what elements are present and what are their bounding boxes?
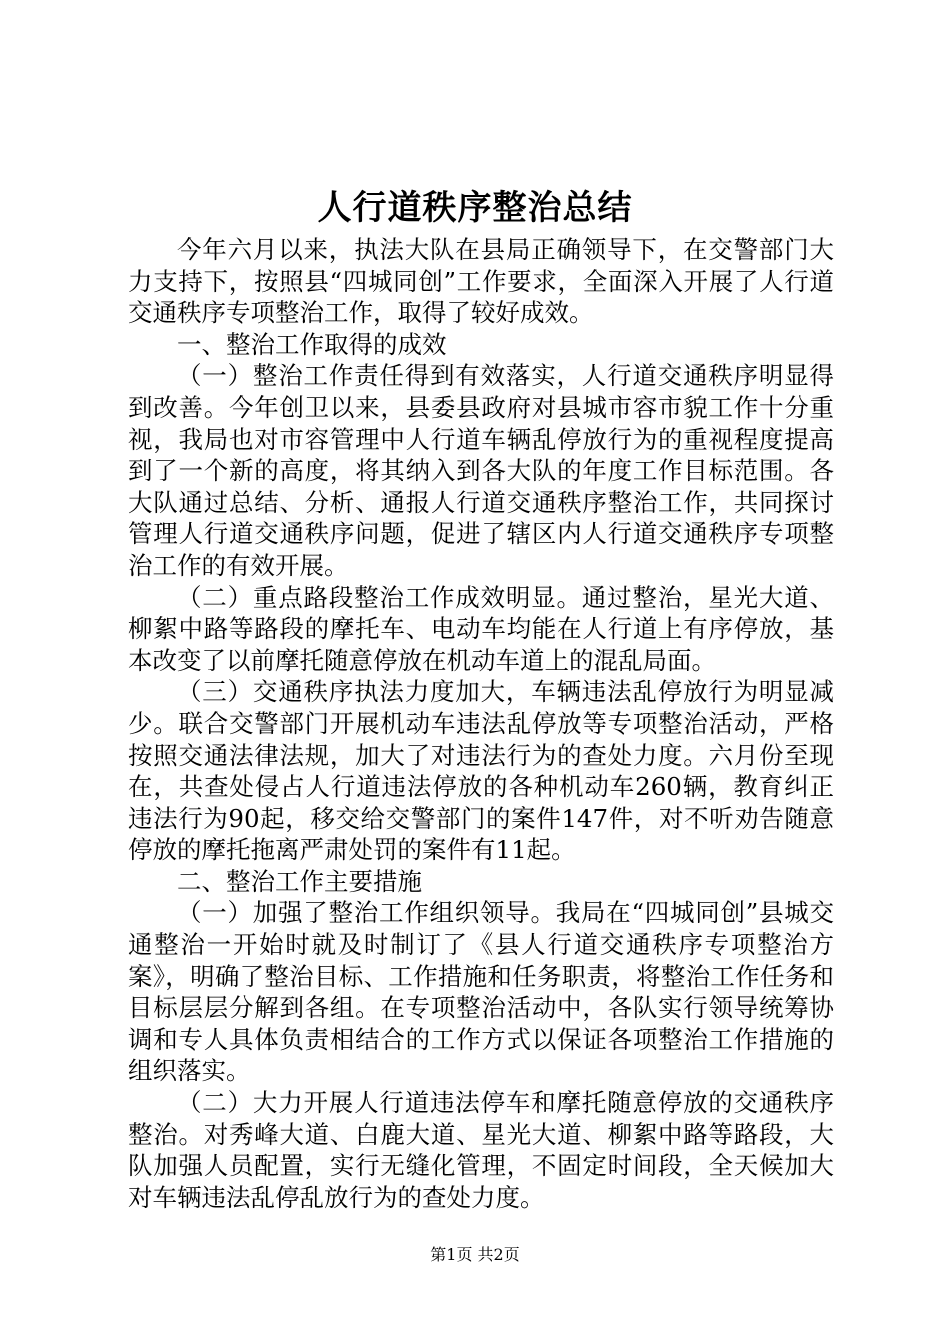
paragraph-1-3: （三）交通秩序执法力度加大，车辆违法乱停放行为明显减少。联合交警部门开展机动车违法乱停放等专项整治活动，严格按照交通法律法规，加大了对违法行为的查处力度。六月份至现在，共查处侵占人行道违法停放的各种机动车260辆，教育纠正违法行为90起，移交给交警部门的案件147件，对不听劝告随意停放的摩托拖离严肃处罚的案件有11起。 xyxy=(128,677,834,865)
paragraph-1-2: （二）重点路段整治工作成效明显。通过整治，星光大道、柳絮中路等路段的摩托车、电动车均能在人行道上有序停放，基本改变了以前摩托随意停放在机动车道上的混乱局面。 xyxy=(128,582,834,675)
section-heading-2: 二、整治工作主要措施 xyxy=(177,866,422,896)
page-footer: 第1页 共2页 xyxy=(430,1245,520,1264)
paragraph-intro: 今年六月以来，执法大队在县局正确领导下，在交警部门大力支持下，按照县“四城同创”工作要求，全面深入开展了人行道交通秩序专项整治工作，取得了较好成效。 xyxy=(128,235,834,328)
document-body xyxy=(128,234,834,1213)
section-heading-1: 一、整治工作取得的成效 xyxy=(177,329,447,359)
paragraph-2-1: （一）加强了整治工作组织领导。我局在“四城同创”县城交通整治一开始时就及时制订了《县人行道交通秩序专项整治方案》，明确了整治目标、工作措施和任务职责，将整治工作任务和目标层层分解到各组。在专项整治活动中，各队实行领导统筹协调和专人具体负责相结合的工作方式以保证各项整治工作措施的组织落实。 xyxy=(128,898,834,1086)
paragraph-1-1: （一）整治工作责任得到有效落实，人行道交通秩序明显得到改善。今年创卫以来，县委县政府对县城市容市貌工作十分重视，我局也对市容管理中人行道车辆乱停放行为的重视程度提高到了一个新的高度，将其纳入到各大队的年度工作目标范围。各大队通过总结、分析、通报人行道交通秩序整治工作，共同探讨管理人行道交通秩序问题，促进了辖区内人行道交通秩序专项整治工作的有效开展。 xyxy=(128,361,834,580)
paragraph-2-2: （二）大力开展人行道违法停车和摩托随意停放的交通秩序整治。对秀峰大道、白鹿大道、星光大道、柳絮中路等路段，大队加强人员配置，实行无缝化管理，不固定时间段，全天候加大对车辆违法乱停乱放行为的查处力度。 xyxy=(128,1088,834,1212)
document-title: 人行道秩序整治总结 xyxy=(317,188,633,228)
